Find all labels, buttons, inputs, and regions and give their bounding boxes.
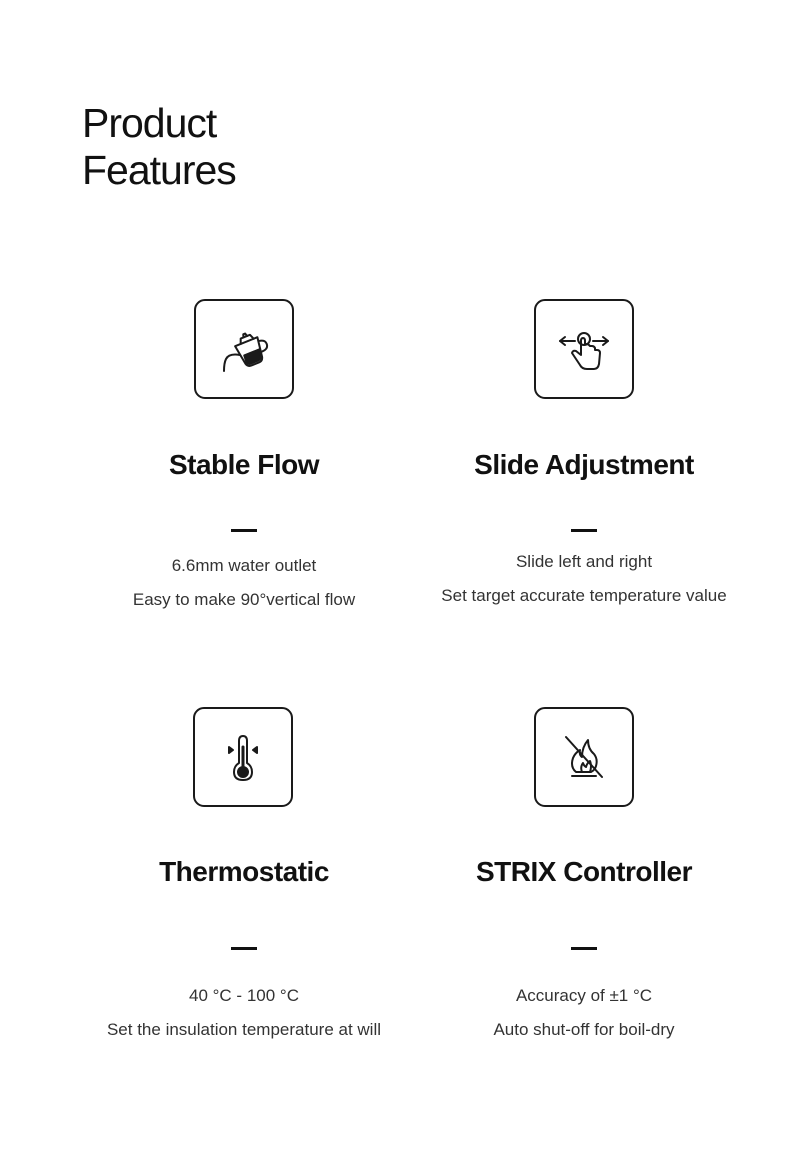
feature-description-line1: 40 °C - 100 °C (189, 986, 299, 1005)
feature-description-line1: Accuracy of ±1 °C (515, 986, 653, 1005)
feature-title: Stable Flow (168, 449, 320, 480)
feature-stable-flow (64, 299, 424, 619)
title-divider (231, 947, 257, 950)
title-divider (571, 947, 597, 950)
feature-description-line1: Slide left and right (515, 552, 653, 571)
page-title-line1: Product (82, 100, 217, 146)
no-boil-dry-icon (554, 727, 614, 787)
feature-icon-box (534, 707, 634, 807)
feature-description-line2: Set target accurate temperature value (441, 586, 727, 605)
feature-description (404, 545, 764, 613)
feature-title: STRIX Controller (475, 856, 692, 887)
feature-description-line1: 6.6mm water outlet (171, 556, 317, 575)
feature-description-line2: Auto shut-off for boil-dry (493, 1020, 675, 1039)
feature-description (404, 979, 764, 1047)
feature-description-line2: Set the insulation temperature at will (106, 1020, 382, 1039)
page-title (82, 100, 236, 194)
feature-description-line2: Easy to make 90°vertical flow (132, 590, 356, 609)
feature-icon-box (193, 707, 293, 807)
feature-title: Thermostatic (159, 856, 329, 887)
kettle-pour-icon (214, 319, 274, 379)
slide-gesture-icon (554, 319, 614, 379)
feature-description (64, 549, 424, 617)
thermometer-icon (213, 727, 273, 787)
title-divider (231, 529, 257, 532)
feature-description (64, 979, 424, 1047)
feature-title: Slide Adjustment (474, 449, 694, 480)
feature-thermostatic (64, 707, 424, 1047)
feature-icon-box (534, 299, 634, 399)
page-title-line2: Features (82, 147, 236, 193)
feature-slide-adjustment (404, 299, 764, 619)
title-divider (571, 529, 597, 532)
feature-strix-controller (404, 707, 764, 1047)
feature-icon-box (194, 299, 294, 399)
